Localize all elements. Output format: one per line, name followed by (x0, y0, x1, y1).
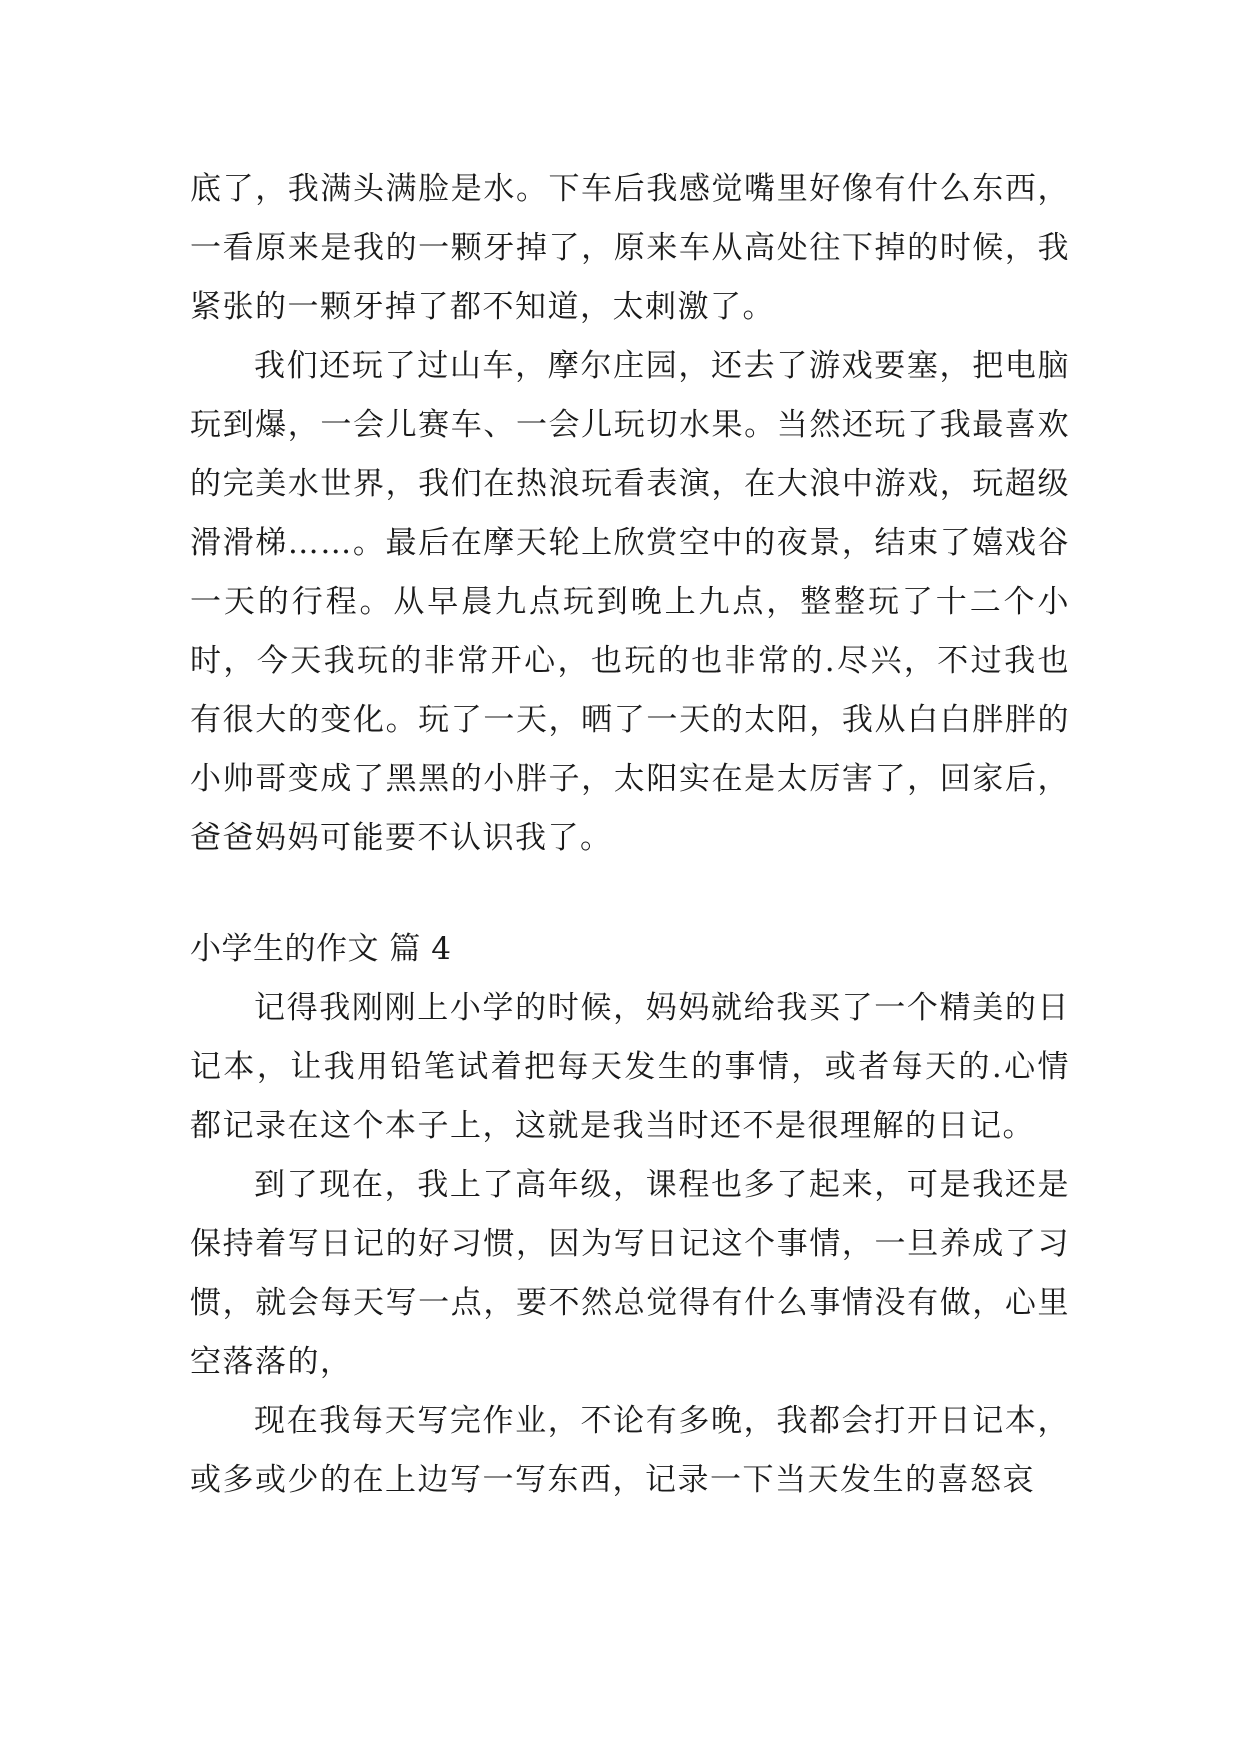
paragraph-continued: 底了，我满头满脸是水。下车后我感觉嘴里好像有什么东西，一看原来是我的一颗牙掉了，原来车从高处往下掉的时候，我紧张的一颗牙掉了都不知道，太刺激了。 (190, 171, 1070, 325)
paragraph: 记得我刚刚上小学的时候，妈妈就给我买了一个精美的日记本，让我用铅笔试着把每天发生的事情，或者每天的.心情都记录在这个本子上，这就是我当时还不是很理解的日记。 (190, 990, 1070, 1144)
section-title: 小学生的作文 篇 4 (190, 931, 452, 967)
paragraph: 现在我每天写完作业，不论有多晚，我都会打开日记本，或多或少的在上边写一写东西，记录一下当天发生的喜怒哀 (190, 1403, 1070, 1498)
document-body (190, 160, 1070, 1510)
paragraph: 我们还玩了过山车，摩尔庄园，还去了游戏要塞，把电脑玩到爆，一会儿赛车、一会儿玩切水果。当然还玩了我最喜欢的完美水世界，我们在热浪玩看表演，在大浪中游戏，玩超级滑滑梯……。最后在摩天轮上欣赏空中的夜景，结束了嬉戏谷一天的行程。从早晨九点玩到晚上九点，整整玩了十二个小时，今天我玩的非常开心，也玩的也非常的.尽兴，不过我也有很大的变化。玩了一天，晒了一天的太阳，我从白白胖胖的小帅哥变成了黑黑的小胖子，太阳实在是太厉害了，回家后，爸爸妈妈可能要不认识我了。 (190, 348, 1070, 856)
paragraph: 到了现在，我上了高年级，课程也多了起来，可是我还是保持着写日记的好习惯，因为写日记这个事情，一旦养成了习惯，就会每天写一点，要不然总觉得有什么事情没有做，心里空落落的， (190, 1167, 1070, 1380)
